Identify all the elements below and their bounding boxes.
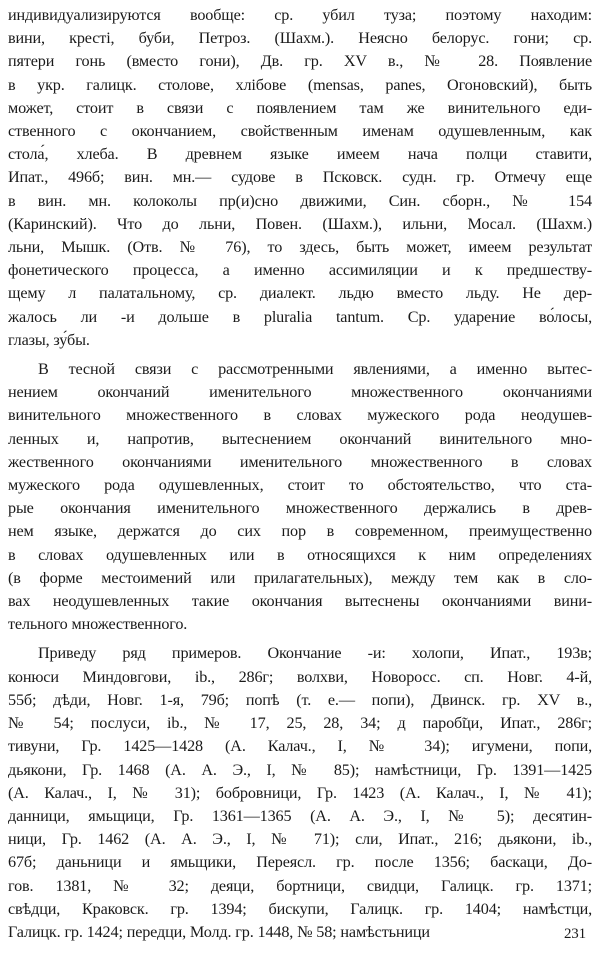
text-line: фонетического процесса, а именно ассимиляции и к предшеству- [8,261,592,280]
text-line: стола́, хлеба. В древнем языке имеем нача полци ставити, [8,145,592,164]
text-line: Приведу ряд примеров. Окончание -и: холопи, Ипат., 193в; [38,644,592,663]
text-line: в вин. мн. колоколы пр(и)сно движими, Син. сборн., № 154 [8,191,592,210]
paragraph [8,642,592,944]
text-line: ници, Гр. 1462 (А. А. Э., I, № 71); сли, Ипат., 216; дьякони, ib., [8,830,592,849]
text-line: в укр. галицк. столове, хлібове (mensas, panes, Огоновский), быть [8,75,592,94]
paragraph [8,4,592,352]
text-line: свѣдци, Краковск. гр. 1394; бискупи, Галицк. гр. 1404; намѣстци, [8,899,592,918]
text-line: щему л палатальному, ср. диалект. льдю вместо льду. Не дер- [8,284,592,303]
page-number: 231 [563,925,586,942]
text-line: ственного с окончанием, свойственным именам одушевленным, как [8,122,592,141]
text-line: жалось ли -и дольше в pluralia tantum. Ср. ударение во́лосы, [8,307,592,326]
text-line: конюси Миндовгови, ib., 286г; волхви, Новоросс. сп. Новг. 4-й, [8,667,592,686]
text-line: 55б; дѣди, Новг. 1-я, 79б; попѣ (т. е.— попи), Двинск. гр. XV в., [8,690,592,709]
text-line: вини, кресті, буби, Петроз. (Шахм.). Неясно белорус. гони; ср. [8,29,592,48]
text-line: тельного множественного. [8,615,188,634]
text-line: в словах одушевленных или в относящихся к ним определениях [8,545,592,564]
text-line: В тесной связи с рассмотренными явлениями, а именно вытес- [38,360,592,379]
text-line: пятери гонь (вместо гони), Дв. гр. XV в., № 28. Появление [8,52,592,71]
text-line: 67б; даньници и ямьщики, Переясл. гр. после 1356; баскаци, До- [8,853,592,872]
text-line: Ипат., 496б; вин. мн.— судове в Псковск. судн. гр. Отмечу еще [8,168,592,187]
text-line: № 54; послуси, ib., № 17, 25, 28, 34; д пароб̃ци, Ипат., 286г; [8,714,592,733]
text-line: (А. Калач., I, № 31); бобровници, Гр. 1423 (А. Калач., I, № 41); [8,783,592,802]
text-line: винительного множественного в словах мужеского рода неодушев- [8,406,592,425]
text-line: рые окончания именительного множественного держались в древ- [8,499,592,518]
text-line: ленных и, напротив, вытеснением окончаний винительного мно- [8,429,592,448]
text-line: жественного окончаниями именительного множественного в словах [8,452,592,471]
text-line: вах неодушевленных такие окончания вытеснены окончаниями вини- [8,592,592,611]
paragraph [8,358,592,636]
text-line: тивуни, Гр. 1425—1428 (А. Калач., I, № 34); игумени, попи, [8,737,592,756]
text-line: гов. 1381, № 32; деяци, бортници, свидци, Галицк. гр. 1371; [8,876,592,895]
text-line: нением окончаний именительного множественного окончаниями [8,383,592,402]
text-line: нем языке, держатся до сих пор в современном, преимущественно [8,522,592,541]
text-line: Галицк. гр. 1424; передци, Молд. гр. 1448, № 58; намѣстьници [8,922,430,941]
text-line: мужеского рода одушевленных, стоит то обстоятельство, что ста- [8,476,592,495]
text-line: дьякони, Гр. 1468 (А. А. Э., I, № 85); намѣстници, Гр. 1391—1425 [8,760,592,779]
text-line: может, стоит в связи с появлением там же винительного еди- [8,98,592,117]
text-line: данници, ямьщици, Гр. 1361—1365 (А. А. Э., I, № 5); десятин- [8,806,592,825]
text-body [8,4,592,944]
text-line: (Каринский). Что до льни, Повен. (Шахм.), ильни, Мосал. (Шахм.) [8,214,592,233]
text-line: (в форме местоимений или прилагательных), между тем как в сло- [8,568,592,587]
text-line: льни, Мышк. (Отв. № 76), то здесь, быть может, имеем результат [8,238,592,257]
text-line: глазы, зу́бы. [8,330,90,349]
text-line: индивидуализируются вообще: ср. убил туза; поэтому находим: [8,6,592,24]
